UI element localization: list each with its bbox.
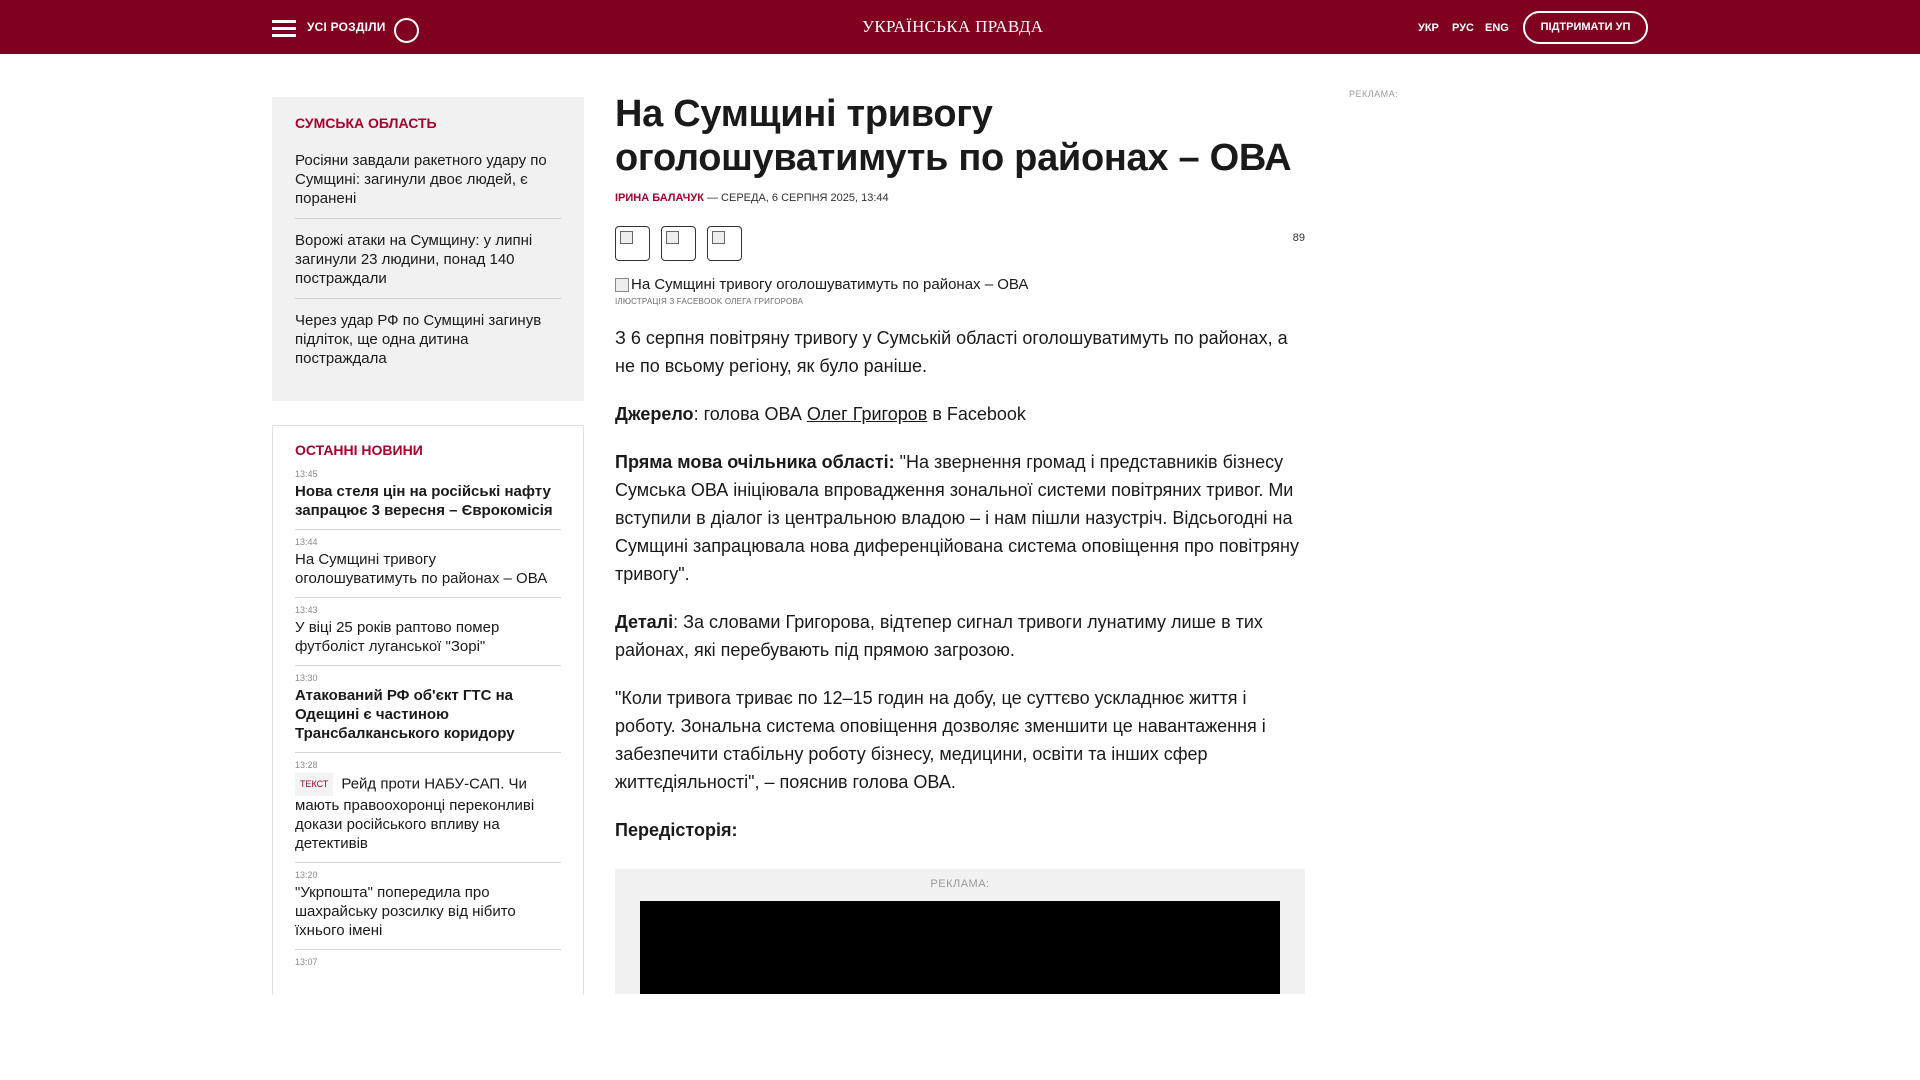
inline-ad	[615, 869, 1305, 994]
source-text-end: в Facebook	[927, 404, 1026, 424]
news-title[interactable]: Нова стеля цін на російські нафту запрацює 3 вересня – Єврокомісія	[295, 483, 553, 519]
article-paragraph: "Коли тривога триває по 12–15 годин на добу, це суттєво ускладнює життя і роботу. Зональна система оповіщення дозволяє зменшити це навантаження і забезпечити стабільну роботу бізнесу, медицини, освіти та інших сфер життєдіяльності", – пояснив голова ОВА.	[615, 688, 1266, 792]
broken-image-icon	[615, 278, 629, 292]
lang-rus-link[interactable]: РУС	[1452, 22, 1474, 34]
news-time: 13:44	[295, 537, 318, 547]
news-title[interactable]: "Укрпошта" попередила про шахрайську розсилку від нібито їхнього імені	[295, 884, 516, 939]
views-count: 89	[1292, 232, 1305, 244]
article-paragraph	[615, 400, 1305, 428]
region-news-block	[272, 97, 584, 401]
article-paragraph: З 6 серпня повітряну тривогу у Сумській області оголошуватимуть по районах, а не по всьому регіону, як було раніше.	[615, 328, 1288, 376]
article-image	[615, 276, 1305, 293]
news-list-item[interactable]	[295, 666, 561, 753]
news-time: 13:30	[295, 673, 318, 683]
news-time: 13:43	[295, 605, 318, 615]
byline-separator: —	[703, 192, 722, 204]
ad-label: РЕКЛАМА:	[930, 878, 990, 890]
region-news-item[interactable]: Ворожі атаки на Сумщину: у липні загинули 23 людини, понад 140 постраждали	[295, 219, 561, 299]
news-list-item[interactable]	[295, 950, 561, 979]
news-list-item[interactable]	[295, 462, 561, 530]
news-time: 13:07	[295, 957, 318, 967]
quote-text: "На звернення громад і представників бізнесу Сумська ОВА ініціювала впровадження зональної системи повітряних тривог. Ми вступили в діалог із центральною владою – і нам пішли назустріч. Відсьогодні на Сумщині запрацювала нова диференційована система оповіщення про повітряну тривогу".	[615, 452, 1299, 584]
all-sections-link[interactable]: УСІ РОЗДІЛИ	[307, 20, 386, 34]
news-list-item[interactable]	[295, 753, 561, 863]
search-icon[interactable]	[394, 18, 419, 43]
latest-news-heading[interactable]: ОСТАННІ НОВИНИ	[295, 442, 423, 458]
news-title[interactable]: Атакований РФ об'єкт ГТС на Одещині є частиною Трансбалканського коридору	[295, 687, 515, 742]
news-list-item[interactable]	[295, 598, 561, 666]
region-news-item[interactable]: Через удар РФ по Сумщині загинув підліток, ще одна дитина постраждала	[295, 312, 542, 367]
image-alt-text: На Сумщині тривогу оголошуватимуть по районах – ОВА	[631, 276, 1029, 293]
news-time: 13:45	[295, 469, 318, 479]
details-label: Деталі	[615, 612, 674, 632]
article-title: На Сумщині тривогу оголошуватимуть по районах – ОВА	[615, 93, 1292, 179]
news-time: 13:20	[295, 870, 318, 880]
article-byline	[615, 192, 1305, 204]
article-date: СЕРЕДА, 6 СЕРПНЯ 2025, 13:44	[721, 192, 889, 204]
top-navigation-bar	[0, 0, 1920, 54]
news-title-text[interactable]: Рейд проти НАБУ-САП. Чи мають правоохоронці переконливі докази російського впливу на детективів	[295, 775, 535, 852]
article-paragraph	[615, 608, 1305, 664]
news-time: 13:28	[295, 760, 318, 770]
article-paragraph	[615, 816, 1305, 844]
menu-icon[interactable]	[272, 20, 296, 37]
share-bar	[615, 226, 1305, 262]
quote-label: Пряма мова очільника області:	[615, 452, 895, 472]
lang-eng-link[interactable]: ENG	[1485, 22, 1509, 34]
article-paragraph	[615, 448, 1305, 588]
author-link[interactable]: ІРИНА БАЛАЧУК	[615, 192, 704, 204]
region-news-item[interactable]: Росіяни завдали ракетного удару по Сумщині: загинули двоє людей, є поранені	[295, 139, 561, 219]
news-title[interactable]: У віці 25 років раптово помер футболіст луганської "Зорі"	[295, 619, 500, 655]
news-list-item[interactable]	[295, 863, 561, 950]
lang-ukr-link[interactable]: УКР	[1418, 22, 1439, 34]
region-heading[interactable]: СУМСЬКА ОБЛАСТЬ	[295, 115, 437, 131]
article	[615, 92, 1305, 844]
source-label: Джерело	[615, 404, 694, 424]
latest-news-block	[272, 425, 584, 995]
source-person-link[interactable]: Олег Григоров	[806, 404, 928, 424]
news-title[interactable]	[295, 773, 561, 853]
site-logo[interactable]: УКРАЇНСЬКА ПРАВДА	[862, 17, 1044, 36]
side-ad-label: РЕКЛАМА:	[1349, 89, 1399, 99]
news-tag: ТЕКСТ	[295, 773, 333, 796]
background-label: Передісторія:	[615, 820, 738, 840]
share-facebook-icon[interactable]	[615, 226, 650, 261]
details-text: : За словами Григорова, відтепер сигнал тривоги лунатиму лише в тих районах, які перебувають під прямою загрозою.	[615, 612, 1263, 660]
news-title[interactable]: На Сумщині тривогу оголошуватимуть по районах – ОВА	[295, 551, 548, 587]
image-caption: ІЛЮСТРАЦІЯ З FACEBOOK ОЛЕГА ГРИГОРОВА	[615, 297, 804, 306]
share-twitter-icon[interactable]	[707, 226, 742, 261]
ad-video-player[interactable]	[640, 901, 1280, 994]
news-list-item[interactable]	[295, 530, 561, 598]
support-button[interactable]: ПІДТРИМАТИ УП	[1523, 11, 1648, 44]
share-telegram-icon[interactable]	[661, 226, 696, 261]
source-text: : голова ОВА	[693, 404, 807, 424]
